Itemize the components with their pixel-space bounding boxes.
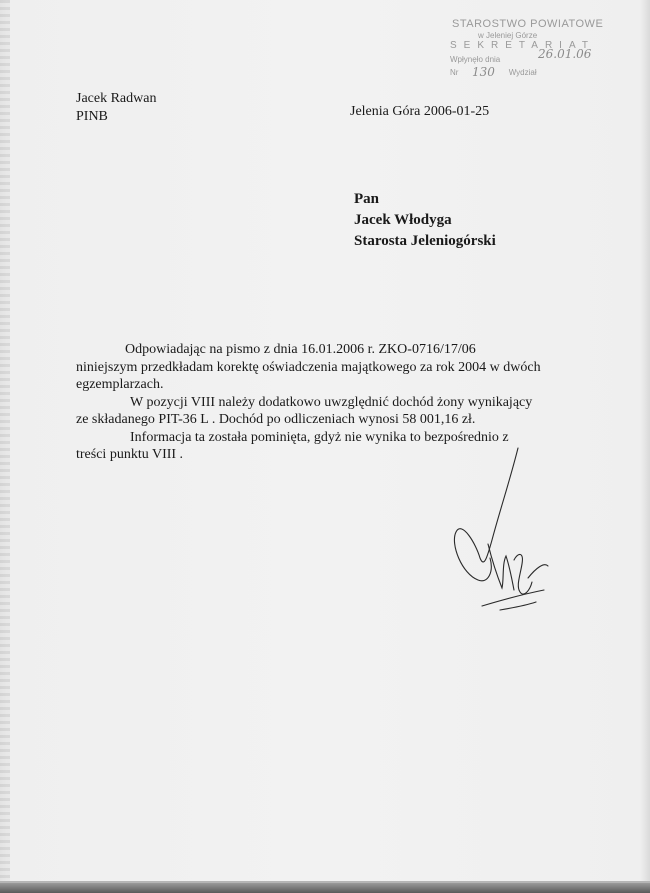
sender-institution: PINB — [76, 109, 108, 124]
stamp-department-label: Wydział — [508, 68, 537, 77]
stamp-line-secretariat: SEKRETARIAT — [450, 40, 595, 51]
stamp-line-city: w Jeleniej Górze — [478, 31, 538, 40]
body-paragraph-1-first-line: Odpowiadając na pismo z dnia 16.01.2006 r. ZKO-0716/17/06 — [125, 342, 476, 357]
addressee-block — [354, 189, 496, 252]
body-paragraph-1-continuation: niniejszym przedkładam korektę oświadczenia majątkowego za rok 2004 w dwóch egzemplarzach. — [76, 359, 541, 392]
addressee-title: Starosta Jeleniogórski — [354, 233, 496, 249]
body-paragraph-2-first-line: W pozycji VIII należy dodatkowo uwzględnić dochód żony wynikający — [130, 394, 533, 410]
sender-name: Jacek Radwan — [76, 91, 157, 106]
stamp-handwritten-number: 130 — [472, 65, 495, 79]
body-paragraph-3-continuation: treści punktu VIII . — [76, 447, 184, 462]
letter-date: Jelenia Góra 2006-01-25 — [350, 104, 490, 119]
registry-stamp — [448, 18, 608, 80]
body-paragraph-2-continuation: ze składanego PIT-36 L . Dochód po odliczeniach wynosi 58 001,16 zł. — [76, 412, 476, 427]
stamp-handwriting-icon — [448, 18, 608, 80]
stamp-line-received: Wpłynęło dnia — [450, 55, 501, 64]
addressee-name: Jacek Włodyga — [354, 212, 452, 228]
scan-edge-bottom — [0, 883, 650, 893]
handwritten-signature-icon — [440, 440, 570, 625]
stamp-line-office: STAROSTWO POWIATOWE — [452, 18, 604, 30]
scan-edge-left — [0, 0, 10, 893]
stamp-number-label: Nr — [450, 68, 459, 77]
sender-block — [76, 90, 156, 126]
body-paragraph-3-first-line: Informacja ta została pominięta, gdyż nie wynika to bezpośrednio z — [130, 429, 509, 445]
addressee-salutation: Pan — [354, 191, 380, 207]
stamp-handwritten-date: 26.01.06 — [538, 47, 592, 61]
